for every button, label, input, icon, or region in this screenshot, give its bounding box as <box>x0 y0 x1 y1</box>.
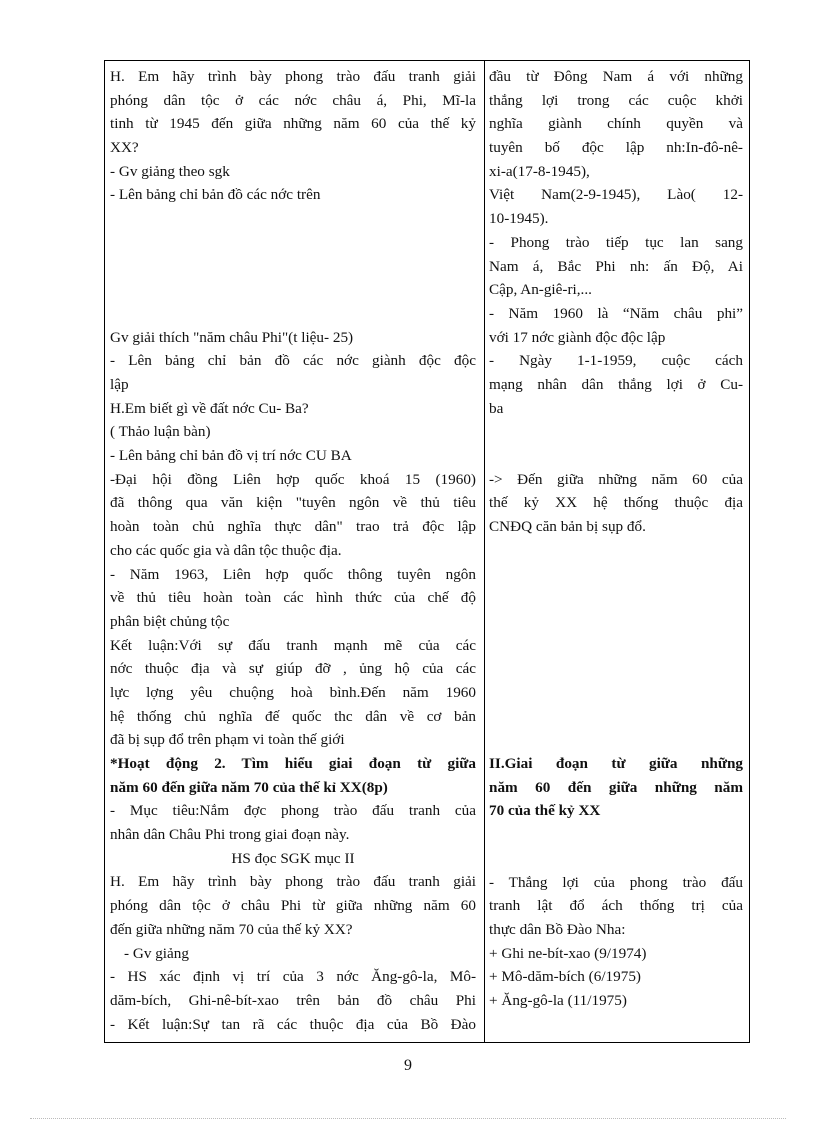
text-line: đã thông qua văn kiện "tuyên ngôn về thủ tiêu <box>110 494 476 512</box>
text-line: Cập, An-giê-ri,... <box>489 281 592 299</box>
text-line: cho các quốc gia và dân tộc thuộc địa. <box>110 541 342 559</box>
text-line: tranh lật đổ ách thống trị của <box>489 897 743 915</box>
lesson-table <box>104 60 750 1043</box>
text-line: - Gv giảng <box>124 944 189 962</box>
activity-heading: *Hoạt động 2. Tìm hiểu giai đoạn từ giữa <box>110 755 476 772</box>
page-number: 9 <box>404 1057 412 1074</box>
text-line: dăm-bích, Ghi-nê-bít-xao trên bản đồ châu Phi <box>110 991 476 1009</box>
text-line: ( Thảo luận bàn) <box>110 423 211 441</box>
text-line: - Năm 1963, Liên hợp quốc thông tuyên ngôn <box>110 565 476 583</box>
text-line: - Lên bảng chỉ bản đồ các nớc giành độc độc <box>110 352 476 370</box>
text-line: thực dân Bồ Đào Nha: <box>489 920 626 938</box>
text-line: -> Đến giữa những năm 60 của <box>489 470 743 488</box>
text-line: Nam á, Bắc Phi nh: ấn Độ, Ai <box>489 257 743 275</box>
right-column <box>489 65 743 1013</box>
spacer <box>489 420 743 467</box>
text-line: + Mô-dăm-bích (6/1975) <box>489 968 641 986</box>
text-line: lực lợng yêu chuộng hoà bình.Đến năm 1960 <box>110 683 476 701</box>
text-line: tuyên bố độc lập nh:In-đô-nê- <box>489 139 743 157</box>
text-line: nghĩa giành chính quyền và <box>489 115 743 133</box>
text-line: H.Em biết gì về đất nớc Cu- Ba? <box>110 399 309 417</box>
text-line: hệ thống chủ nghĩa đế quốc thc dân về cơ bản <box>110 707 476 725</box>
text-line: - Phong trào tiếp tục lan sang <box>489 233 743 251</box>
text-line: -Đại hội đồng Liên hợp quốc khoá 15 (1960) <box>110 470 476 488</box>
text-line: phân biệt chủng tộc <box>110 612 230 630</box>
section-heading: 70 của thế kỷ XX <box>489 802 601 820</box>
text-line: H. Em hãy trình bày phong trào đấu tranh giải <box>110 68 476 85</box>
column-divider <box>484 61 485 1042</box>
text-line: CNĐQ căn bản bị sụp đổ. <box>489 518 646 536</box>
text-line: đã bị sụp đổ trên phạm vi toàn thế giới <box>110 731 345 749</box>
text-line: - Lên bảng chỉ bản đồ các nớc trên <box>110 186 321 204</box>
text-line: H. Em hãy trình bày phong trào đấu tranh giải <box>110 873 476 891</box>
section-heading: II.Giai đoạn từ giữa những <box>489 755 743 773</box>
text-line: xi-a(17-8-1945), <box>489 162 590 180</box>
spacer <box>110 207 476 326</box>
text-line: ba <box>489 399 504 417</box>
text-line: Kết luận:Với sự đấu tranh mạnh mẽ của các <box>110 636 476 654</box>
text-line: - Kết luận:Sự tan rã các thuộc địa của Bồ Đào <box>110 1015 476 1033</box>
bottom-rule <box>30 1118 786 1119</box>
text-line: - Thắng lợi của phong trào đấu <box>489 873 743 891</box>
text-line: hoàn toàn chủ nghĩa thực dân" trao trả độc lập <box>110 518 476 536</box>
text-line: Gv giải thích "năm châu Phi"(t liệu- 25) <box>110 328 354 346</box>
text-line: với 17 nớc giành độc độc lập <box>489 328 666 346</box>
text-line: về thủ tiêu hoàn toàn các hình thức của chế độ <box>110 589 476 607</box>
text-line: - Ngày 1-1-1959, cuộc cách <box>489 352 743 370</box>
text-line: - HS xác định vị trí của 3 nớc Ăng-gô-la, Mô- <box>110 968 476 986</box>
text-line: tinh từ 1945 đến giữa những năm 60 của thế kỷ <box>110 115 476 133</box>
text-line: phóng dân tộc ở châu Phi từ giữa những năm 60 <box>110 897 476 915</box>
text-line: + Ghi ne-bít-xao (9/1974) <box>489 944 647 962</box>
text-line: - Năm 1960 là “Năm châu phi” <box>489 304 743 322</box>
section-heading: năm 60 đến giữa những năm <box>489 778 743 796</box>
text-line: lập <box>110 376 129 393</box>
text-line: - Mục tiêu:Nắm đợc phong trào đấu tranh của <box>110 802 476 820</box>
text-line: nhân dân Châu Phi trong giai đoạn này. <box>110 826 350 844</box>
text-line: HS đọc SGK mục II <box>231 849 355 867</box>
text-line: thắng lợi trong các cuộc khởi <box>489 91 743 109</box>
text-line: mạng nhân dân thắng lợi ở Cu- <box>489 375 743 393</box>
text-line: - Lên bảng chỉ bản đồ vị trí nớc CU BA <box>110 447 352 465</box>
left-column <box>110 65 476 1036</box>
spacer <box>489 539 743 752</box>
text-line: 10-1945). <box>489 210 549 228</box>
text-line: Việt Nam(2-9-1945), Lào( 12- <box>489 186 743 204</box>
text-line: phóng dân tộc ở các nớc châu á, Phi, Mĩ-la <box>110 91 476 109</box>
text-line: đầu từ Đông Nam á với những <box>489 68 743 85</box>
text-line: đến giữa những năm 70 của thế kỷ XX? <box>110 920 353 938</box>
text-line: XX? <box>110 139 139 157</box>
text-line: nớc thuộc địa và sự giúp đỡ , ủng hộ của các <box>110 660 476 678</box>
text-line: + Ăng-gô-la (11/1975) <box>489 991 627 1009</box>
activity-heading: năm 60 đến giữa năm 70 của thế kỉ XX(8p) <box>110 778 388 796</box>
text-line: - Gv giảng theo sgk <box>110 162 230 180</box>
text-line: thế kỷ XX hệ thống thuộc địa <box>489 494 743 512</box>
spacer <box>489 823 743 870</box>
